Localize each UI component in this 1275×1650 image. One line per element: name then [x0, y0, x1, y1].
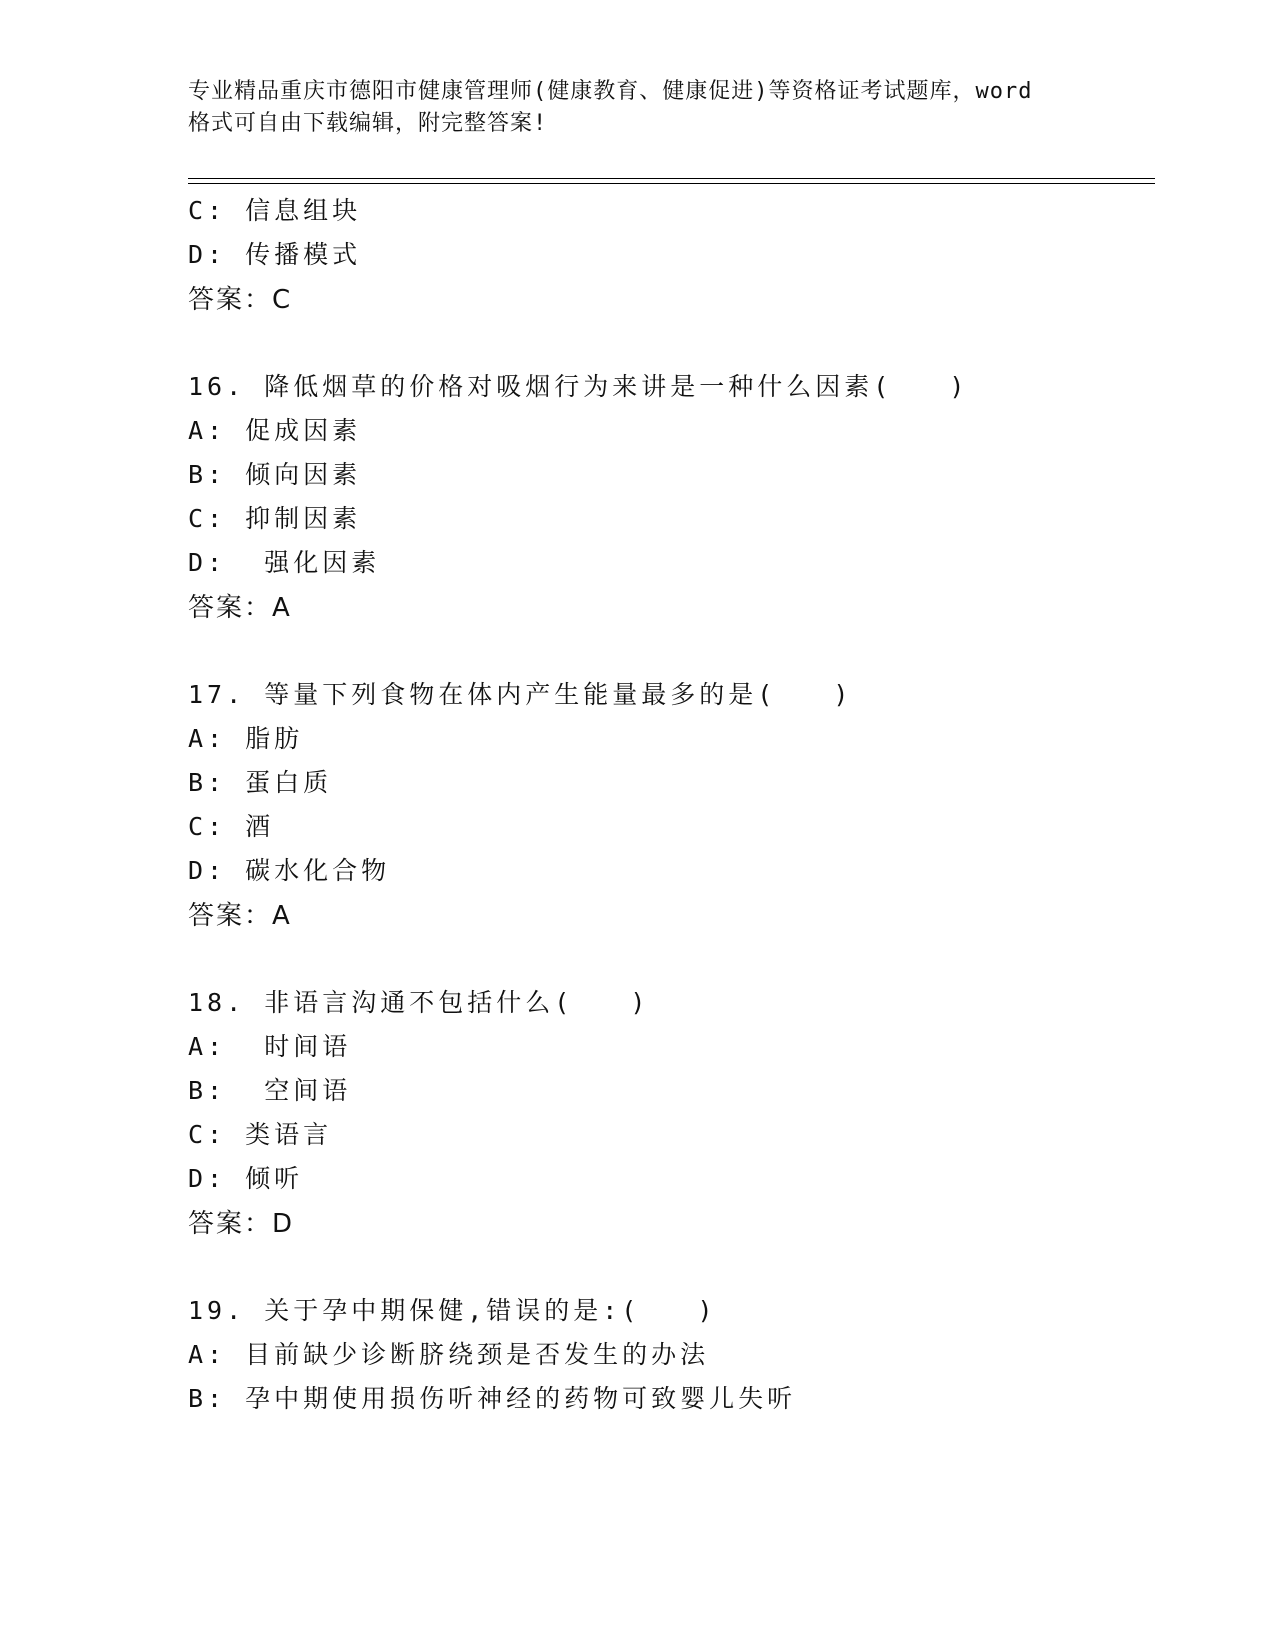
- q19-option-b: B: 孕中期使用损伤听神经的药物可致婴儿失听: [188, 1384, 797, 1413]
- q15-answer: 答案：C: [188, 285, 293, 315]
- q17-option-a: A: 脂肪: [188, 724, 304, 753]
- q16-option-b: B: 倾向因素: [188, 460, 362, 489]
- q15-option-c: C: 信息组块: [188, 196, 362, 225]
- q18-option-a: A: 时间语: [188, 1032, 352, 1061]
- header-rule-top: [188, 178, 1155, 179]
- q17-option-b: B: 蛋白质: [188, 768, 333, 797]
- q17-option-c: C: 酒: [188, 812, 275, 841]
- q16-answer: 答案：A: [188, 593, 292, 623]
- header-rule-bottom: [188, 183, 1155, 184]
- page-header: [188, 76, 1088, 140]
- q17-stem: 17. 等量下列食物在体内产生能量最多的是( ): [188, 680, 853, 709]
- q18-answer: 答案：D: [188, 1209, 295, 1239]
- q18-option-c: C: 类语言: [188, 1120, 333, 1149]
- header-line-1: 专业精品重庆市德阳市健康管理师(健康教育、健康促进)等资格证考试题库，word: [188, 79, 1033, 104]
- q15-option-d: D: 传播模式: [188, 240, 362, 269]
- header-line-2: 格式可自由下载编辑，附完整答案!: [188, 111, 548, 136]
- q18-stem: 18. 非语言沟通不包括什么( ): [188, 988, 650, 1017]
- q19-option-a: A: 目前缺少诊断脐绕颈是否发生的办法: [188, 1340, 710, 1369]
- q16-option-d: D: 强化因素: [188, 548, 381, 577]
- q17-option-d: D: 碳水化合物: [188, 856, 391, 885]
- q16-stem: 16. 降低烟草的价格对吸烟行为来讲是一种什么因素( ): [188, 372, 969, 401]
- q18-option-b: B: 空间语: [188, 1076, 352, 1105]
- q16-option-a: A: 促成因素: [188, 416, 362, 445]
- q17-answer: 答案：A: [188, 901, 292, 931]
- q16-option-c: C: 抑制因素: [188, 504, 362, 533]
- q19-stem: 19. 关于孕中期保健,错误的是:( ): [188, 1296, 717, 1325]
- q18-option-d: D: 倾听: [188, 1164, 304, 1193]
